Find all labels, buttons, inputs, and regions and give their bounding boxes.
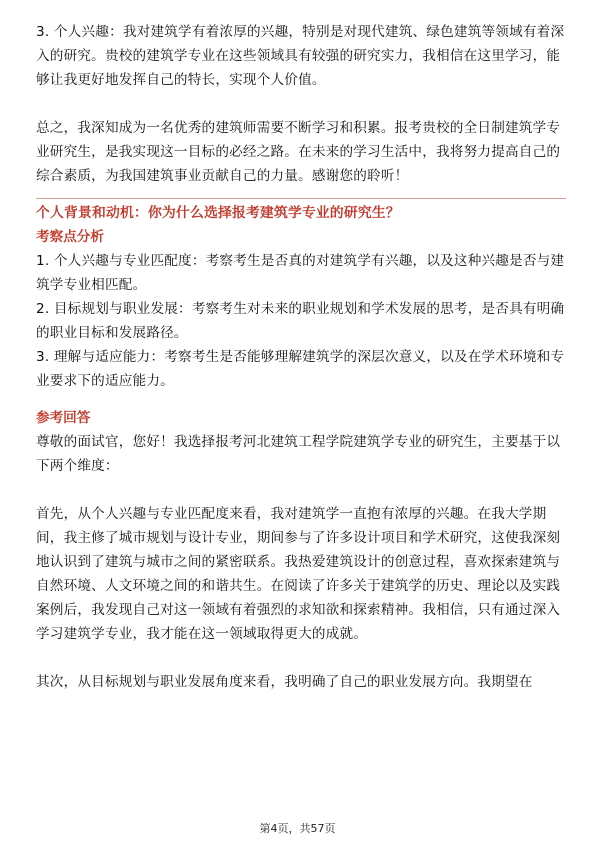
page-content	[36, 20, 566, 694]
analysis-item-2: 2. 目标规划与职业发展：考察考生对未来的职业规划和学术发展的思考，是否具有明确的职业目标和发展路径。	[36, 301, 565, 341]
intro-paragraph-interest: 3. 个人兴趣：我对建筑学有着浓厚的兴趣，特别是对现代建筑、绿色建筑等领域有着深入的研究。贵校的建筑学专业在这些领域具有较强的研究实力，我相信在这里学习，能够让我更好地发挥自己的特长，实现个人价值。	[36, 24, 565, 88]
page-number: 第4页，共57页	[259, 822, 336, 835]
answer-paragraph-second: 其次，从目标规划与职业发展角度来看，我明确了自己的职业发展方向。我期望在	[36, 674, 533, 690]
analysis-heading: 考察点分析	[36, 229, 104, 245]
analysis-item-3: 3. 理解与适应能力：考察考生是否能够理解建筑学的深层次意义，以及在学术环境和专业要求下的适应能力。	[36, 349, 565, 389]
answer-opening: 尊敬的面试官，您好！我选择报考河北建筑工程学院建筑学专业的研究生，主要基于以下两个维度：	[36, 434, 561, 474]
answer-paragraph-first: 首先，从个人兴趣与专业匹配度来看，我对建筑学一直抱有浓厚的兴趣。在我大学期间，我主修了城市规划与设计专业，期间参与了许多设计项目和学术研究，这使我深刻地认识到了建筑与城市之间的紧密联系。我热爱建筑设计的创意过程，喜欢探索建筑与自然环境、人文环境之间的和谐共生。在阅读了许多关于建筑学的历史、理论以及实践案例后，我发现自己对这一领域有着强烈的求知欲和探索精神。我相信，只有通过深入学习建筑学专业，我才能在这一领域取得更大的成就。	[36, 506, 561, 642]
analysis-item-1: 1. 个人兴趣与专业匹配度：考察考生是否真的对建筑学有兴趣，以及这种兴趣是否与建筑学专业相匹配。	[36, 253, 565, 293]
question-title: 个人背景和动机：你为什么选择报考建筑学专业的研究生？	[36, 205, 400, 221]
intro-paragraph-conclusion: 总之，我深知成为一名优秀的建筑师需要不断学习和积累。报考贵校的全日制建筑学专业研究生，是我实现这一目标的必经之路。在未来的学习生活中，我将努力提高自己的综合素质，为我国建筑事业贡献自己的力量。感谢您的聆听！	[36, 120, 561, 184]
answer-heading: 参考回答	[36, 410, 91, 426]
